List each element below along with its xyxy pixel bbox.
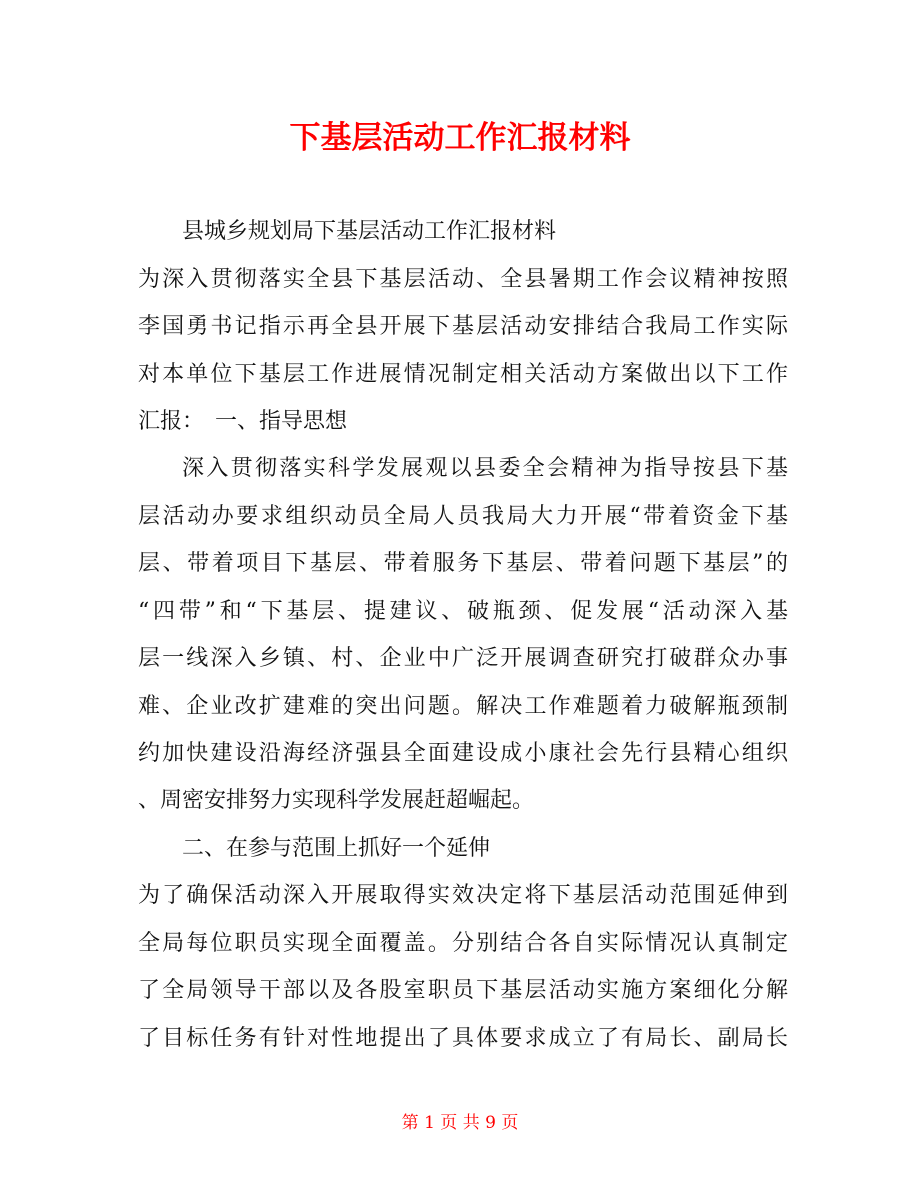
body-line: 为深入贯彻落实全县下基层活动、全县暑期工作会议精神按照	[138, 267, 788, 292]
body-line: 层一线深入乡镇、村、企业中广泛开展调查研究打破群众办事	[138, 646, 788, 671]
body-line: 对本单位下基层工作进展情况制定相关活动方案做出以下工作	[138, 362, 788, 387]
body-line: 层、带着项目下基层、带着服务下基层、带着问题下基层”的	[138, 551, 788, 576]
body-line: 了全局领导干部以及各股室职员下基层活动实施方案细化分解	[138, 978, 788, 1003]
body-line: 汇报： 一、指导思想	[138, 409, 348, 434]
body-line: 、周密安排努力实现科学发展赶超崛起。	[138, 788, 535, 813]
body-line: 为了确保活动深入开展取得实效决定将下基层活动范围延伸到	[138, 883, 788, 908]
page-footer: 第 1 页 共 9 页	[401, 1113, 519, 1133]
body-line: 难、企业改扩建难的突出问题。解决工作难题着力破解瓶颈制	[138, 694, 788, 719]
body-line: 了目标任务有针对性地提出了具体要求成立了有局长、副局长	[138, 1026, 788, 1051]
body-line: 层活动办要求组织动员全局人员我局大力开展“带着资金下基	[138, 504, 788, 529]
body-line: “四带”和“下基层、提建议、破瓶颈、促发展“活动深入基	[138, 599, 788, 624]
body-line: 全局每位职员实现全面覆盖。分别结合各自实际情况认真制定	[138, 931, 788, 956]
document-title: 下基层活动工作汇报材料	[289, 120, 631, 156]
body-line: 深入贯彻落实科学发展观以县委全会精神为指导按县下基	[182, 456, 788, 481]
body-line: 县城乡规划局下基层活动工作汇报材料	[182, 219, 557, 244]
section-heading: 二、在参与范围上抓好一个延伸	[182, 836, 491, 861]
body-line: 约加快建设沿海经济强县全面建设成小康社会先行县精心组织	[138, 741, 788, 766]
body-line: 李国勇书记指示再全县开展下基层活动安排结合我局工作实际	[138, 314, 788, 339]
